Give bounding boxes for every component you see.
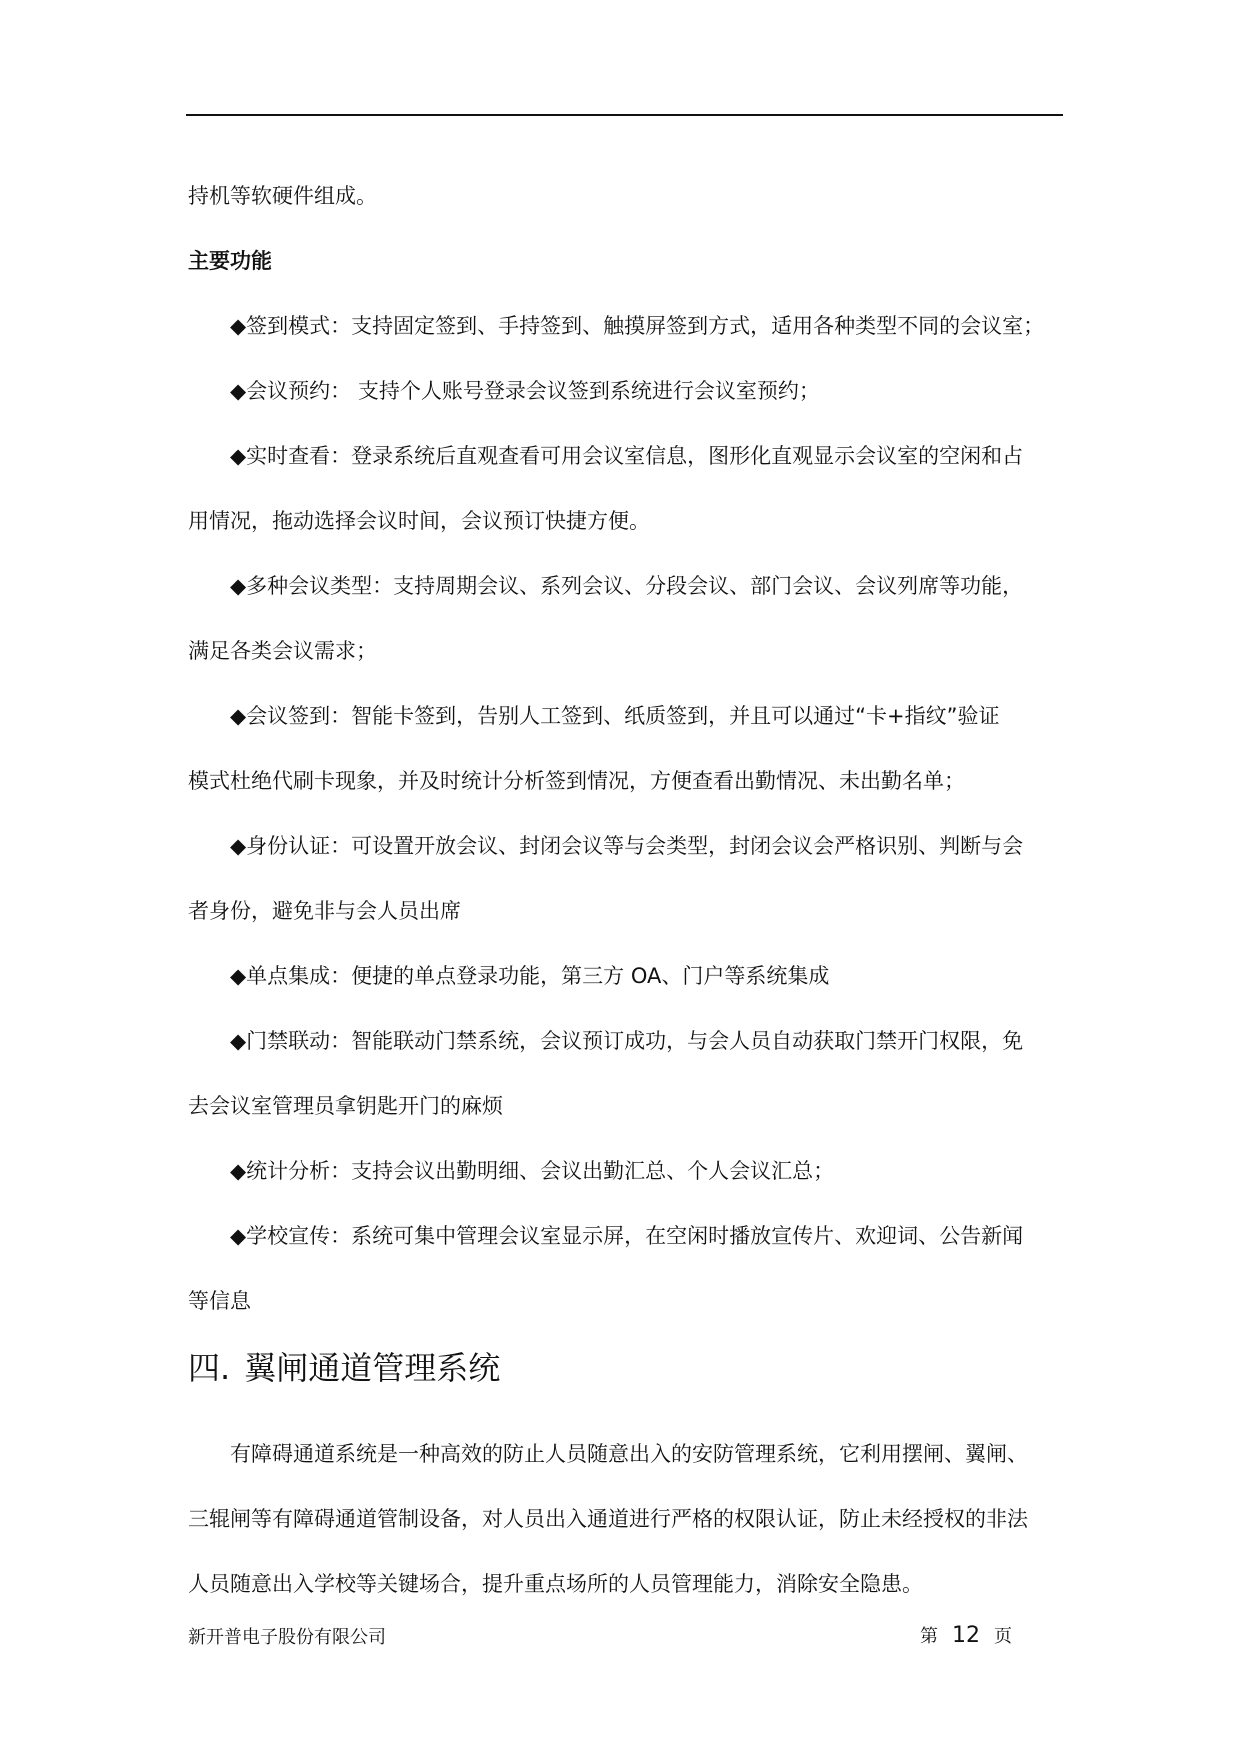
feature-item [188,814,1062,944]
page-number: 12 [952,1623,980,1648]
feature-line: ◆会议签到：智能卡签到，告别人工签到、纸质签到，并且可以通过“卡+指纹”验证 [230,704,1000,728]
chapter-heading [188,1348,1062,1388]
feature-line: ◆实时查看：登录系统后直观查看可用会议室信息，图形化直观显示会议室的空闲和占 [230,444,1024,468]
feature-line: ◆门禁联动：智能联动门禁系统，会议预订成功，与会人员自动获取门禁开门权限，免 [230,1029,1024,1053]
feature-line: ◆签到模式：支持固定签到、手持签到、触摸屏签到方式，适用各种类型不同的会议室； [230,314,1045,338]
paragraph-line: 三辊闸等有障碍通道管制设备，对人员出入通道进行严格的权限认证，防止未经授权的非法 [188,1507,1028,1531]
page-suffix: 页 [994,1626,1012,1647]
feature-item [188,554,1062,684]
feature-line: ◆多种会议类型：支持周期会议、系列会议、分段会议、部门会议、会议列席等功能， [230,574,1024,598]
feature-item [188,294,1062,359]
feature-item [188,1204,1062,1334]
footer-page [920,1620,1012,1653]
feature-line: ◆会议预约： 支持个人账号登录会议签到系统进行会议室预约； [230,379,820,403]
feature-line: 者身份，避免非与会人员出席 [188,899,461,923]
feature-line: 用情况，拖动选择会议时间，会议预订快捷方便。 [188,509,650,533]
page-prefix: 第 [920,1626,938,1647]
feature-line: 满足各类会议需求； [188,639,377,663]
feature-item [188,424,1062,554]
header-rule [186,114,1063,116]
document-body [188,164,1062,1617]
feature-line: ◆学校宣传：系统可集中管理会议室显示屏，在空闲时播放宣传片、欢迎词、公告新闻 [230,1224,1024,1248]
feature-line: ◆单点集成：便捷的单点登录功能，第三方 OA、门户等系统集成 [230,964,830,988]
feature-item [188,944,1062,1009]
feature-line: 模式杜绝代刷卡现象，并及时统计分析签到情况，方便查看出勤情况、未出勤名单； [188,769,965,793]
paragraph-line: 有障碍通道系统是一种高效的防止人员随意出入的安防管理系统，它利用摆闸、翼闸、 [230,1442,1028,1466]
chapter-title: 翼闸通道管理系统 [244,1349,501,1387]
feature-line: ◆统计分析：支持会议出勤明细、会议出勤汇总、个人会议汇总； [230,1159,835,1183]
feature-line: 等信息 [188,1289,251,1313]
paragraph-line: 人员随意出入学校等关键场合，提升重点场所的人员管理能力，消除安全隐患。 [188,1572,923,1596]
feature-item [188,684,1062,814]
footer-company: 新开普电子股份有限公司 [188,1627,386,1648]
section-title: 主要功能 [188,249,272,273]
feature-item [188,1009,1062,1139]
chapter-number: 四. [188,1349,231,1387]
feature-line: ◆身份认证：可设置开放会议、封闭会议等与会类型，封闭会议会严格识别、判断与会 [230,834,1024,858]
intro-line: 持机等软硬件组成。 [188,184,377,208]
feature-line: 去会议室管理员拿钥匙开门的麻烦 [188,1094,503,1118]
feature-item [188,1139,1062,1204]
chapter-paragraph [188,1422,1062,1617]
feature-item [188,359,1062,424]
